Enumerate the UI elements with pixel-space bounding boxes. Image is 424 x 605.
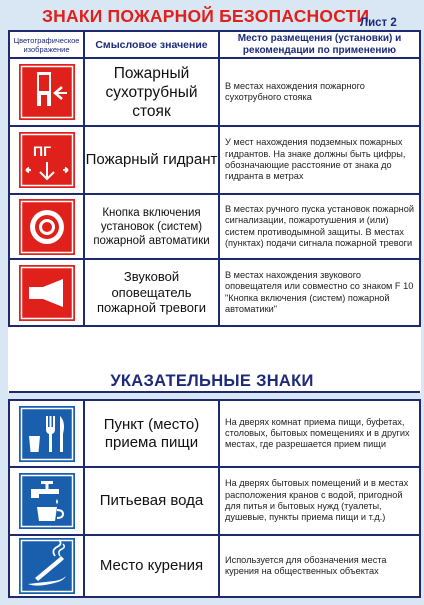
- smoking-area-icon: [19, 538, 75, 594]
- table-row: [9, 467, 420, 535]
- page-title: ЗНАКИ ПОЖАРНОЙ БЕЗОПАСНОСТИ: [42, 6, 370, 26]
- sign-description: В местах нахождения пожарного сухотрубного стояка: [219, 58, 420, 126]
- sign-description: В местах ручного пуска установок пожарной сигнализации, пожаротушения и (или) систем противодымной защиты. В местах (пунктах) подачи сигнала пожарной тревоги: [219, 194, 420, 259]
- hydrant-code-text: ПГ: [32, 143, 51, 159]
- sign-meaning: Звуковой оповещатель пожарной тревоги: [84, 259, 219, 326]
- sign-description: На дверях комнат приема пищи, буфетах, столовых, бытовых помещениях и в других местах, где разрешается прием пищи: [219, 400, 420, 467]
- sheet-number: Лист 2: [360, 17, 397, 29]
- sign-meaning: Питьевая вода: [84, 467, 219, 535]
- sign-cell: [9, 535, 84, 597]
- header-placement-col: Место размещения (установки) и рекомендации по применению: [219, 31, 420, 58]
- sign-description: У мест нахождения подземных пожарных гидрантов. На знаке должны быть цифры, обозначающие расстояние от знака до гидранта в метрах: [219, 126, 420, 194]
- sign-cell: [9, 58, 84, 126]
- table-row: [9, 126, 420, 194]
- sign-cell: [9, 126, 84, 194]
- table-row: [9, 259, 420, 326]
- dry-riser-icon: [19, 64, 75, 120]
- sign-description: Используется для обозначения места курения на общественных объектах: [219, 535, 420, 597]
- sign-description: На дверях бытовых помещений и в местах расположения кранов с водой, пригодной для питья и бытовых нужд (туалеты, душевые, пункты приема пищи и т.д.): [219, 467, 420, 535]
- table-header-row: [9, 31, 420, 58]
- info-signs-table: [8, 399, 421, 598]
- fire-signs-table: [8, 30, 421, 393]
- sign-meaning: Пожарный гидрант: [84, 126, 219, 194]
- sign-cell: [9, 400, 84, 467]
- fire-alarm-button-icon: [19, 199, 75, 255]
- sign-meaning: Пожарный сухотрубный стояк: [84, 58, 219, 126]
- sign-meaning: Кнопка включения установок (систем) пожарной автоматики: [84, 194, 219, 259]
- sign-cell: [9, 467, 84, 535]
- header-meaning-col: Смысловое значение: [84, 31, 219, 58]
- table-row: [9, 535, 420, 597]
- sign-meaning: Пункт (место) приема пищи: [84, 400, 219, 467]
- sign-cell: [9, 259, 84, 326]
- section-title: УКАЗАТЕЛЬНЫЕ ЗНАКИ: [110, 372, 314, 390]
- sign-description: В местах нахождения звукового оповещателя или совместно со знаком F 10 "Кнопка включения (систем) пожарной автоматики": [219, 259, 420, 326]
- table-row: [9, 58, 420, 126]
- sign-meaning: Место курения: [84, 535, 219, 597]
- food-point-icon: [19, 406, 75, 462]
- sign-cell: [9, 194, 84, 259]
- fire-alarm-horn-icon: [19, 265, 75, 321]
- header-image-col: Цветографическое изображение: [9, 31, 84, 58]
- drinking-water-icon: [19, 473, 75, 529]
- table-row: [9, 400, 420, 467]
- fire-hydrant-icon: [19, 132, 75, 188]
- table-row: [9, 194, 420, 259]
